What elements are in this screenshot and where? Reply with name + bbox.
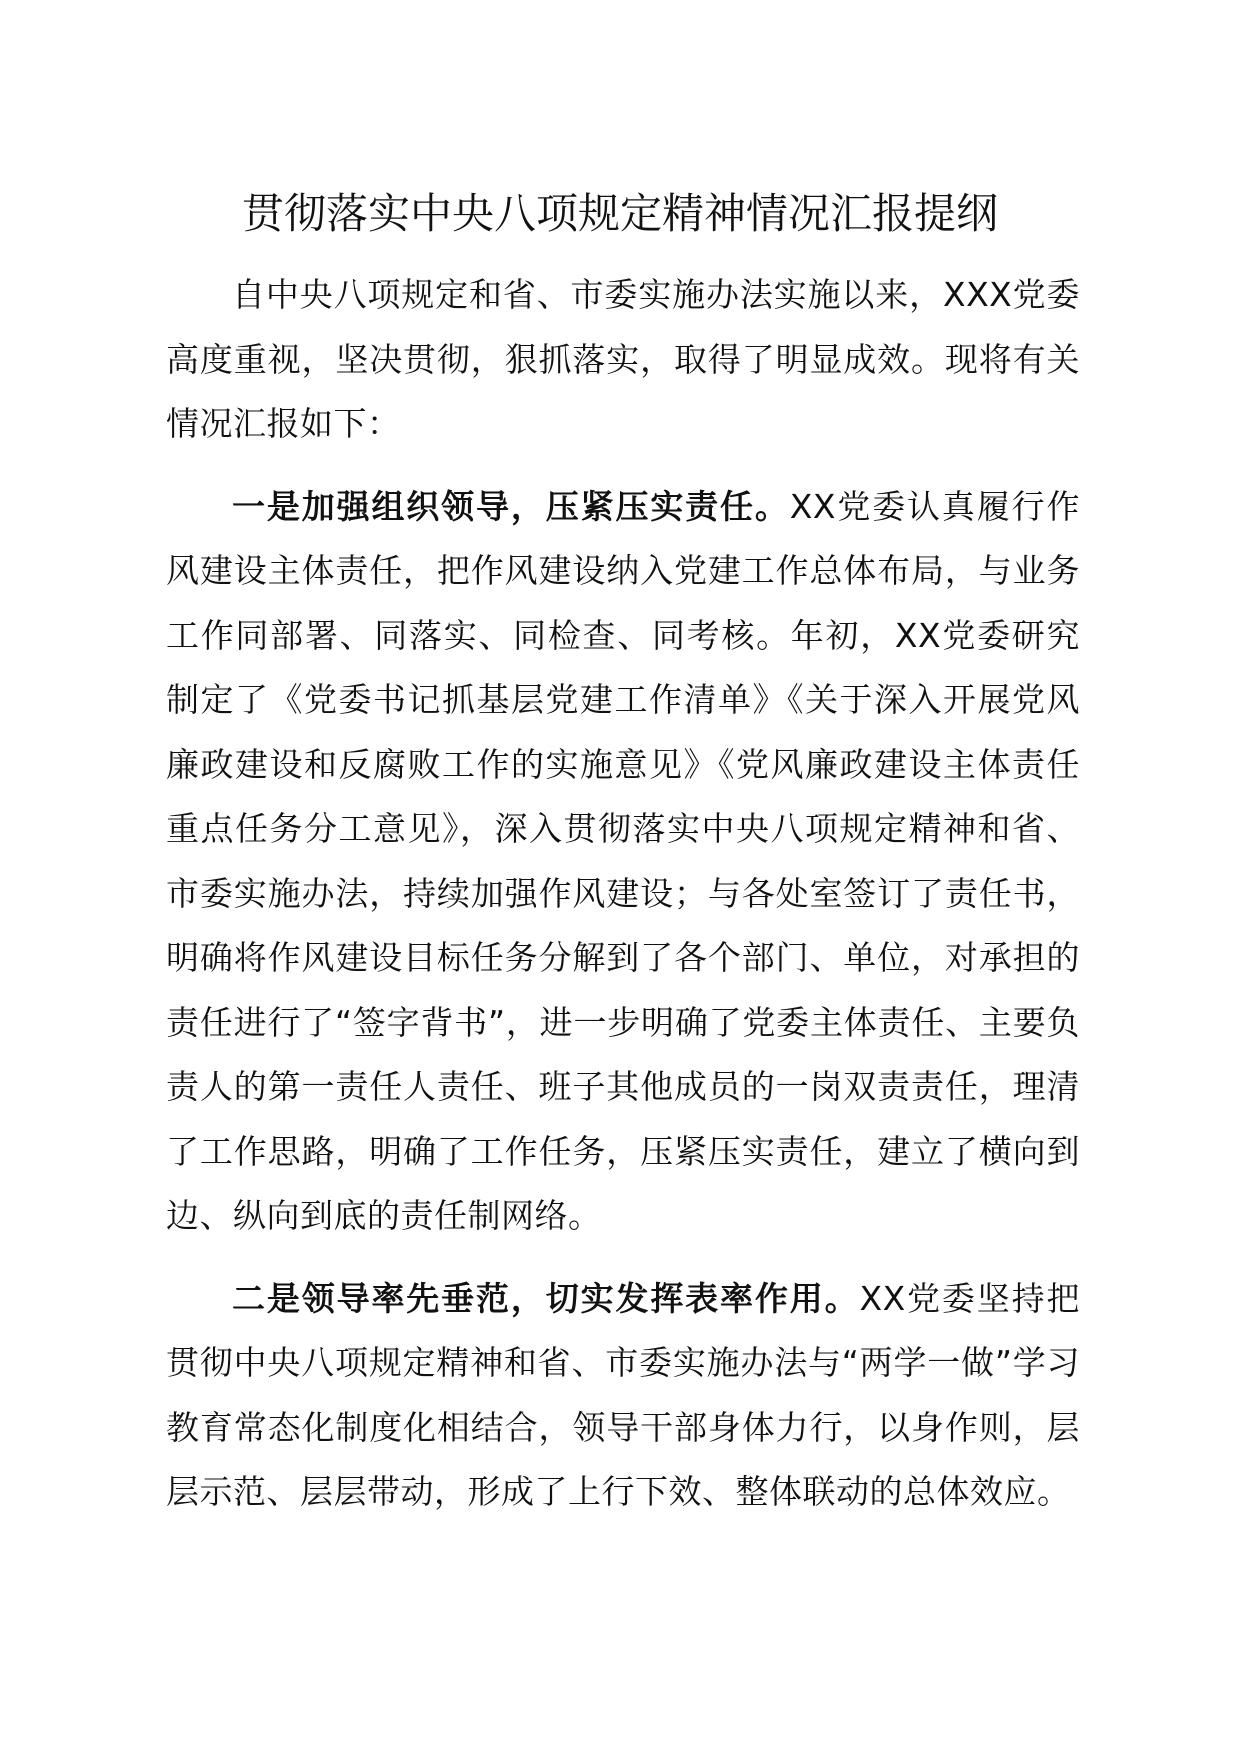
document-title: 贯彻落实中央八项规定精神情况汇报提纲: [241, 189, 998, 238]
section-paragraph-1: [166, 475, 1080, 1249]
intro-paragraph: 自中央八项规定和省、市委实施办法实施以来，XXX党委高度重视，坚决贯彻，狠抓落实，取得了明显成效。现将有关情况汇报如下：: [166, 275, 1080, 443]
document-body: [166, 263, 1080, 1525]
section-heading-1: 一是加强组织领导，压紧压实责任。: [232, 486, 790, 526]
section-paragraph-2: [166, 1267, 1080, 1525]
section-heading-2: 二是领导率先垂范，切实发挥表率作用。: [232, 1278, 860, 1318]
section-text-1: XX党委认真履行作风建设主体责任，把作风建设纳入党建工作总体布局，与业务工作同部署、同落实、同检查、同考核。年初，XX党委研究制定了《党委书记抓基层党建工作清单》《关于深入开展党风廉政建设和反腐败工作的实施意见》《党风廉政建设主体责任重点任务分工意见》，深入贯彻落实中央八项规定精神和省、市委实施办法，持续加强作风建设；与各处室签订了责任书，明确将作风建设目标任务分解到了各个部门、单位，对承担的责任进行了“签字背书”，进一步明确了党委主体责任、主要负责人的第一责任人责任、班子其他成员的一岗双责责任，理清了工作思路，明确了工作任务，压紧压实责任，建立了横向到边、纵向到底的责任制网络。: [166, 486, 1080, 1235]
section-text-2: XX党委坚持把贯彻中央八项规定精神和省、市委实施办法与“两学一做”学习教育常态化制度化相结合，领导干部身体力行，以身作则，层层示范、层层带动，形成了上行下效、整体联动的总体效应。: [166, 1278, 1080, 1511]
